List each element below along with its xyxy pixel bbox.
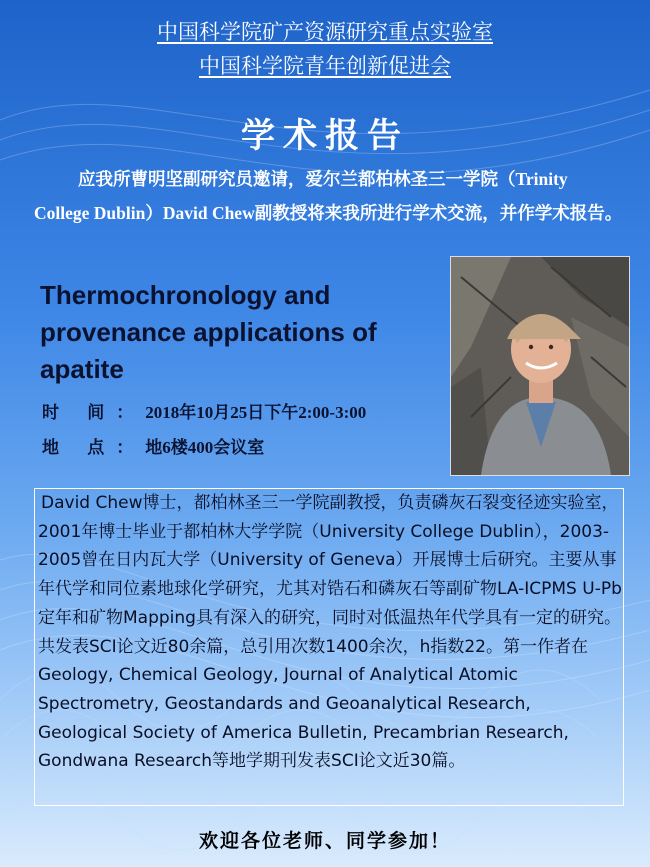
speaker-bio-box — [34, 488, 624, 806]
speaker-bio: David Chew博士，都柏林圣三一学院副教授，负责磷灰石裂变径迹实验室，2001年博士毕业于都柏林大学学院（University College Dublin），2003-2005曾在日内瓦大学（University of Geneva）开展博士后研究。主要从事年代学和同位素地球化学研究，尤其对锆石和磷灰石等副矿物LA-ICPMS U-Pb定年和矿物Mapping具有深入的研究，同时对低温热年代学具有一定的研究。共发表SCI论文近80余篇，总引用次数1400余次，h指数22。第一作者在Geology, Chemical Geology, Journal of Analytical Atomic Spectrometry, Geostandards and Geoanalytical Research, Geological Society of America Bulletin, Precambrian Research, Gondwana Research等地学期刊发表SCI论文近30篇。 — [38, 493, 622, 772]
place-value: 地6楼400会议室 — [145, 438, 265, 457]
closing-invitation: 欢迎各位老师、同学参加！ — [198, 831, 451, 852]
speaker-photo — [450, 256, 630, 476]
intro-paragraph: 应我所曹明坚副研究员邀请，爱尔兰都柏林圣三一学院（Trinity College Dublin）David Chew副教授将来我所进行学术交流，并作学术报告。 — [34, 169, 623, 223]
time-value: 2018年10月25日下午2:00-3:00 — [145, 403, 367, 422]
institute-name: 中国科学院矿产资源研究重点实验室 — [157, 20, 493, 44]
poster-title: 学术报告 — [241, 116, 409, 156]
place-line — [42, 433, 264, 458]
talk-title: Thermochronology and provenance applications of apatite — [40, 280, 377, 384]
association-name: 中国科学院青年创新促进会 — [199, 54, 451, 78]
place-label: 地 点： — [42, 438, 146, 457]
time-label: 时 间： — [42, 403, 146, 422]
time-line — [42, 398, 366, 423]
